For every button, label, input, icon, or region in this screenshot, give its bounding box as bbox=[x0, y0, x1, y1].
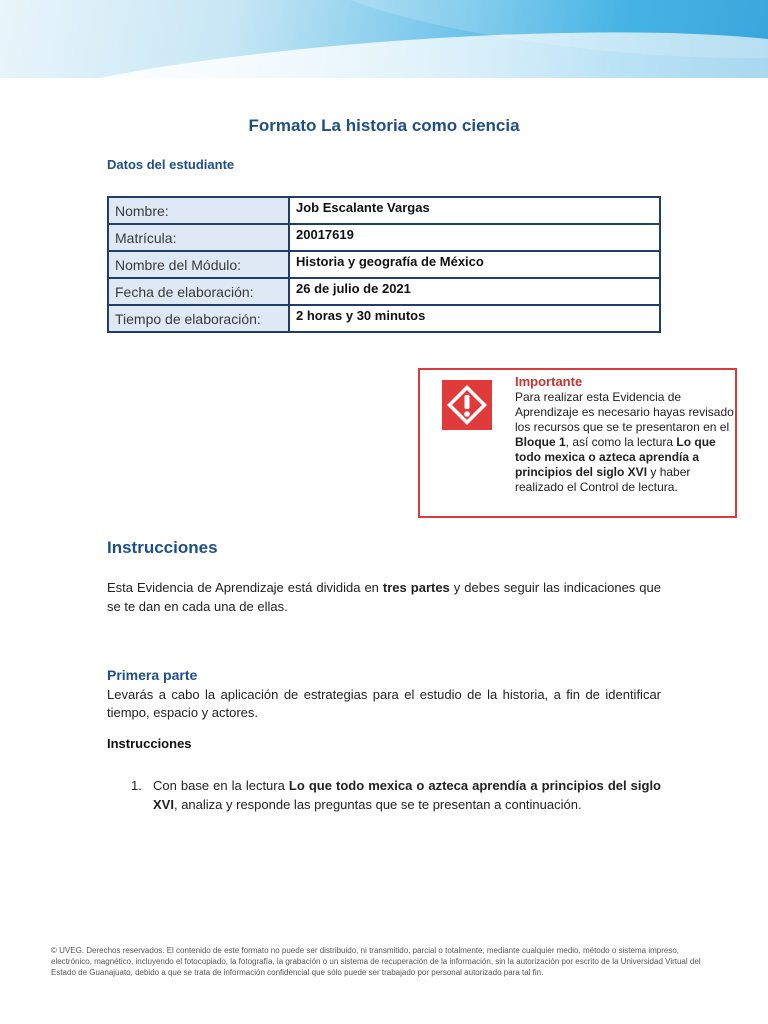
row-value: 20017619 bbox=[289, 224, 660, 251]
important-notice bbox=[418, 368, 737, 518]
row-value: 2 horas y 30 minutos bbox=[289, 305, 660, 332]
important-title: Importante bbox=[515, 374, 583, 389]
text-segment: Para realizar esta Evidencia de Aprendizaje es necesario hayas revisado los recursos que se te presentaron en el bbox=[515, 390, 734, 434]
row-value: Job Escalante Vargas bbox=[289, 197, 660, 224]
important-text bbox=[515, 390, 735, 495]
row-label: Nombre: bbox=[108, 197, 289, 224]
bold-segment: Bloque 1 bbox=[515, 435, 566, 449]
bold-segment: Lo que todo mexica o azteca aprendía a principios del siglo XVI bbox=[153, 778, 661, 812]
row-label: Fecha de elaboración: bbox=[108, 278, 289, 305]
list-number: 1. bbox=[131, 778, 142, 793]
document-title: Formato La historia como ciencia bbox=[248, 116, 520, 135]
student-section-label: Datos del estudiante bbox=[107, 157, 235, 172]
row-label: Nombre del Módulo: bbox=[108, 251, 289, 278]
student-data-table bbox=[107, 196, 661, 333]
text-segment: Esta Evidencia de Aprendizaje está dividida en bbox=[107, 580, 383, 595]
text-segment: , analiza y responde las preguntas que se te presentan a continuación. bbox=[173, 797, 582, 812]
text-segment: y haber realizado el Control de lectura. bbox=[515, 465, 691, 494]
text-segment: , así como la lectura bbox=[565, 435, 677, 449]
row-label: Matrícula: bbox=[108, 224, 289, 251]
table-row bbox=[108, 197, 660, 224]
table-row bbox=[108, 278, 660, 305]
table-row bbox=[108, 251, 660, 278]
copyright-footer: © UVEG. Derechos reservados. El contenido de este formato no puede ser distribuido, ni transmitido, parcial o totalmente, mediante cualquier medio, método o sistema impreso, electrónico, magnético, incluyendo el fotocopiado, la fotografía, la grabación o un sistema de recuperación de la información, sin la autorización por escrito de la Universidad Virtual del Estado de Guanajuato, debido a que se trata de información confidencial que sólo puede ser trabajado por personal autorizado para tal fin. bbox=[51, 946, 701, 977]
part1-heading: Primera parte bbox=[107, 667, 198, 683]
part1-paragraph: Levarás a cabo la aplicación de estrategias para el estudio de la historia, a fin de identificar tiempo, espacio y actores. bbox=[107, 687, 661, 720]
bold-segment: tres partes bbox=[382, 580, 450, 595]
row-label: Tiempo de elaboración: bbox=[108, 305, 289, 332]
list-text bbox=[153, 776, 661, 814]
text-segment: Con base en la lectura bbox=[153, 778, 289, 793]
table-row bbox=[108, 224, 660, 251]
warning-icon bbox=[442, 380, 492, 430]
table-row bbox=[108, 305, 660, 332]
part1-instructions-label: Instrucciones bbox=[107, 736, 192, 751]
banner-edge bbox=[0, 78, 768, 95]
row-value: Historia y geografía de México bbox=[289, 251, 660, 278]
header-banner bbox=[0, 0, 768, 95]
instructions-paragraph bbox=[107, 578, 661, 616]
bold-segment: Lo que todo mexica o azteca aprendía a principios del siglo XVI bbox=[515, 435, 716, 479]
instructions-heading: Instrucciones bbox=[107, 538, 218, 557]
row-value: 26 de julio de 2021 bbox=[289, 278, 660, 305]
text-segment: y debes seguir las indicaciones que se te dan en cada una de ellas. bbox=[107, 580, 661, 614]
